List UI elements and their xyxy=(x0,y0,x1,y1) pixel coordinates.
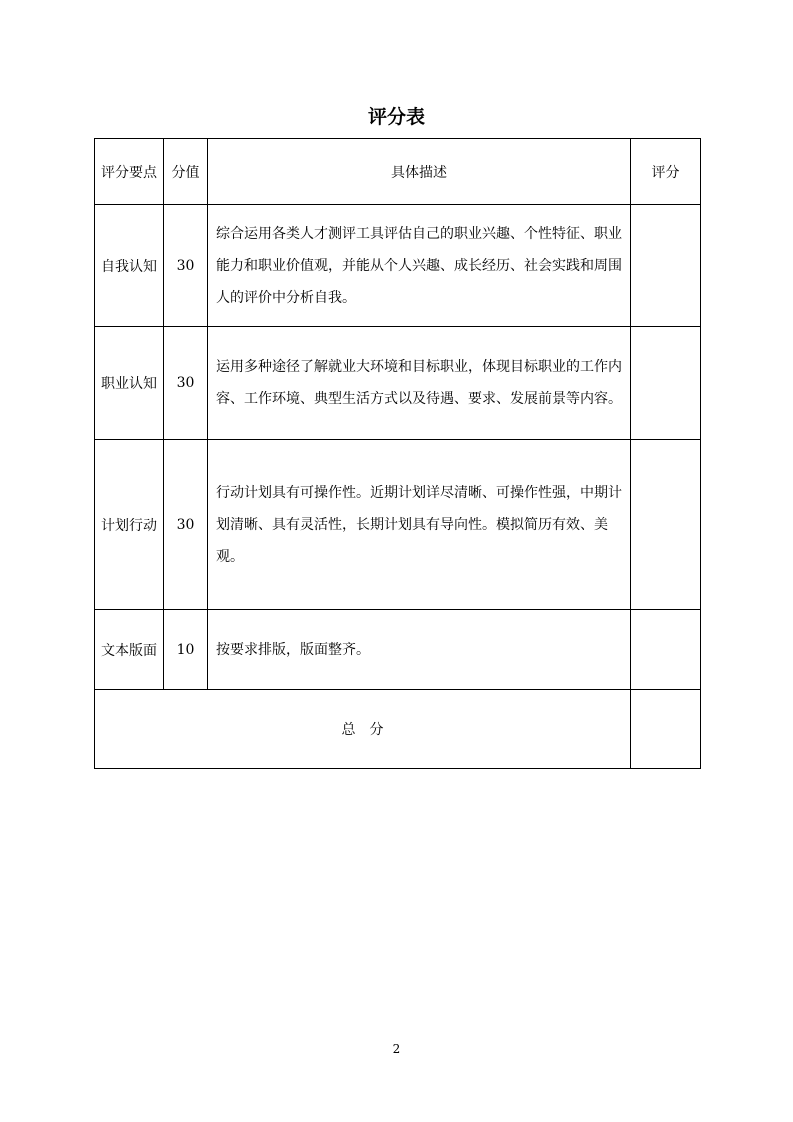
header-row xyxy=(95,139,701,205)
table-row xyxy=(95,610,701,690)
header-description: 具体描述 xyxy=(208,139,631,205)
row-description: 行动计划具有可操作性。近期计划详尽清晰、可操作性强，中期计划清晰、具有灵活性，长期计划具有导向性。模拟简历有效、美观。 xyxy=(208,440,631,610)
page-title: 评分表 xyxy=(367,106,425,128)
row-point: 文本版面 xyxy=(95,610,164,690)
total-row xyxy=(95,690,701,769)
row-description: 综合运用各类人才测评工具评估自己的职业兴趣、个性特征、职业能力和职业价值观，并能从个人兴趣、成长经历、社会实践和周围人的评价中分析自我。 xyxy=(208,205,631,327)
row-score-cell[interactable] xyxy=(631,327,701,440)
page-number: 2 xyxy=(392,1042,401,1056)
header-point: 评分要点 xyxy=(95,139,164,205)
row-value: 30 xyxy=(164,327,208,440)
row-description: 按要求排版，版面整齐。 xyxy=(208,610,631,690)
row-point: 自我认知 xyxy=(95,205,164,327)
score-table xyxy=(94,138,701,769)
table-row xyxy=(95,205,701,327)
row-score-cell[interactable] xyxy=(631,610,701,690)
row-value: 30 xyxy=(164,205,208,327)
total-label: 总 分 xyxy=(95,690,631,769)
row-description: 运用多种途径了解就业大环境和目标职业，体现目标职业的工作内容、工作环境、典型生活方式以及待遇、要求、发展前景等内容。 xyxy=(208,327,631,440)
header-value: 分值 xyxy=(164,139,208,205)
header-score: 评分 xyxy=(631,139,701,205)
row-value: 10 xyxy=(164,610,208,690)
row-score-cell[interactable] xyxy=(631,440,701,610)
table-row xyxy=(95,440,701,610)
row-value: 30 xyxy=(164,440,208,610)
row-score-cell[interactable] xyxy=(631,205,701,327)
row-point: 计划行动 xyxy=(95,440,164,610)
total-score-cell[interactable] xyxy=(631,690,701,769)
table-row xyxy=(95,327,701,440)
row-point: 职业认知 xyxy=(95,327,164,440)
